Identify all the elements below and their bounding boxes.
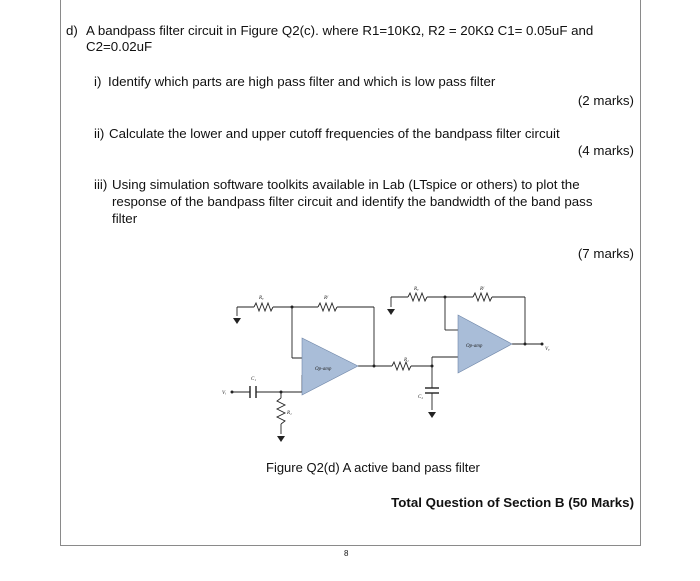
label-vout: Vₒ [545, 347, 550, 352]
label-r1-ground: R₁ [287, 411, 292, 416]
label-r0-stage2: Rₒ [414, 287, 419, 292]
part-iii-marks: (7 marks) [577, 246, 634, 261]
part-i-text: Identify which parts are high pass filter and which is low pass filter [108, 74, 496, 89]
part-iii-text-line1: Using simulation software toolkits available in Lab (LTspice or others) to plot the [112, 177, 580, 192]
question-text-line1: A bandpass filter circuit in Figure Q2(c). where R1=10KΩ, R2 = 20KΩ C1= 0.05uF and [86, 23, 594, 38]
part-ii-marks: (4 marks) [577, 143, 634, 158]
part-iii-label: iii) [94, 177, 108, 192]
part-ii-text: Calculate the lower and upper cutoff frequencies of the bandpass filter circuit [109, 126, 560, 141]
label-r0-stage1: Rₒ [259, 296, 264, 301]
label-r1-series: R₁ [404, 358, 409, 363]
label-c2: C₂ [418, 395, 424, 400]
label-vin: Vᵢ [222, 391, 226, 396]
part-iii-text-line3: filter [112, 211, 138, 226]
part-iii-text-line2: response of the bandpass filter circuit and identify the bandwidth of the band pass [112, 194, 593, 209]
part-i-marks: (2 marks) [577, 93, 634, 108]
label-c1: C₁ [251, 377, 257, 382]
section-total: Total Question of Section B (50 Marks) [391, 495, 634, 510]
opamp-1-label: Op-amp [315, 367, 332, 372]
question-text-line2: C2=0.02uF [86, 39, 153, 54]
question-label: d) [66, 23, 78, 38]
part-ii-label: ii) [94, 126, 105, 141]
label-rf-stage2: Rᶠ [480, 287, 484, 292]
label-rf-stage1: Rᶠ [324, 296, 328, 301]
page-number: 8 [344, 549, 349, 558]
figure-caption: Figure Q2(d) A active band pass filter [266, 460, 480, 475]
opamp-2-label: Op-amp [466, 344, 483, 349]
part-i-label: i) [94, 74, 102, 89]
